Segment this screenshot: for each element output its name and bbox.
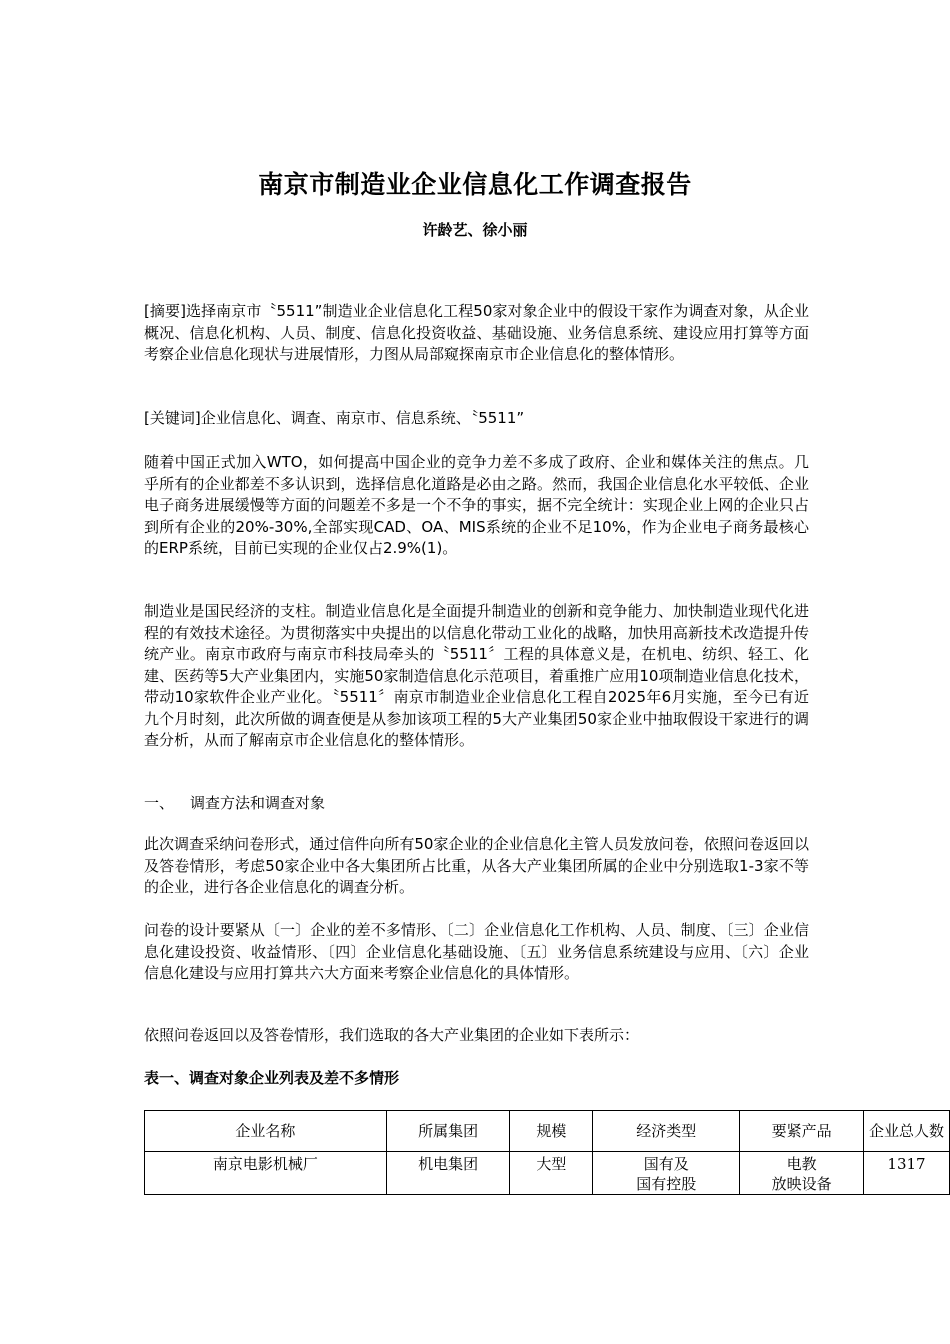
economy-type-cell [593, 1152, 740, 1195]
body-paragraph-2: 制造业是国民经济的支柱。制造业信息化是全面提升制造业的创新和竞争能力、加快制造业现代化进程的有效技术途径。为贯彻落实中央提出的以信息化带动工业化的战略，加快用高新技术改造提升传统产业。南京市政府与南京市科技局牵头的〝5511〞工程的具体意义是，在机电、纺织、轻工、化建、医药等5大产业集团内，实施50家制造信息化示范项目，着重推广应用10项制造业信息化技术，带动10家软件企业产业化。〝5511〞南京市制造业企业信息化工程自2025年6月实施，至今已有近九个月时刻，此次所做的调查便是从参加该项工程的5大产业集团50家企业中抽取假设干家进行的调查分析，从而了解南京市企业信息化的整体情形。 [144, 602, 809, 749]
document-authors: 许龄艺、徐小丽 [422, 221, 528, 239]
scale-cell: 大型 [510, 1152, 593, 1195]
table-row [145, 1152, 950, 1195]
table-header-cell: 要紧产品 [740, 1111, 864, 1152]
table-caption: 表一、调查对象企业列表及差不多情形 [144, 1069, 400, 1087]
table-header-row [145, 1111, 950, 1152]
group-cell: 机电集团 [386, 1152, 510, 1195]
body-paragraph-5: 依照问卷返回以及答卷情形，我们选取的各大产业集团的企业如下表所示： [144, 1026, 640, 1044]
employees-cell: 1317 [864, 1152, 950, 1195]
keywords-paragraph: [关键词]企业信息化、调查、南京市、信息系统、〝5511” [144, 409, 525, 427]
section-number: 一、 [144, 794, 175, 812]
body-paragraph-1: 随着中国正式加入WTO，如何提高中国企业的竞争力差不多成了政府、企业和媒体关注的焦点。几乎所有的企业都差不多认识到，选择信息化道路是必由之路。然而，我国企业信息化水平较低、企业电子商务进展缓慢等方面的问题差不多是一个不争的事实，据不完全统计：实现企业上网的企业只占到所有企业的20%-30%,全部实现CAD、OA、MIS系统的企业不足10%，作为企业电子商务最核心的ERP系统，目前已实现的企业仅占2.9%(1)。 [144, 453, 809, 557]
section-heading-1 [144, 793, 325, 815]
table-header-cell: 经济类型 [593, 1111, 740, 1152]
body-paragraph-4: 问卷的设计要紧从〔一〕企业的差不多情形、〔二〕企业信息化工作机构、人员、制度、〔三〕企业信息化建设投资、收益情形、〔四〕企业信息化基础设施、〔五〕业务信息系统建设与应用、〔六〕企业信息化建设与应用打算共六大方面来考察企业信息化的具体情形。 [144, 921, 809, 982]
product-line: 放映设备 [771, 1175, 832, 1193]
table-header-cell: 企业名称 [145, 1111, 387, 1152]
body-paragraph-3: 此次调查采纳问卷形式，通过信件向所有50家企业的企业信息化主管人员发放问卷，依照问卷返回以及答卷情形，考虑50家企业中各大集团所占比重，从各大产业集团所属的企业中分别选取1-3家不等的企业，进行各企业信息化的调查分析。 [144, 835, 809, 896]
company-name-cell: 南京电影机械厂 [145, 1152, 387, 1195]
product-line: 电教 [786, 1155, 817, 1173]
document-title: 南京市制造业企业信息化工作调查报告 [258, 170, 692, 199]
table-header-cell: 规模 [510, 1111, 593, 1152]
economy-type-line: 国有控股 [636, 1175, 697, 1193]
table-header-cell: 所属集团 [386, 1111, 510, 1152]
abstract-paragraph: [摘要]选择南京市〝5511”制造业企业信息化工程50家对象企业中的假设干家作为调查对象，从企业概况、信息化机构、人员、制度、信息化投资收益、基础设施、业务信息系统、建设应用打算等方面考察企业信息化现状与进展情形，力图从局部窥探南京市企业信息化的整体情形。 [144, 302, 809, 363]
product-cell [740, 1152, 864, 1195]
table-header-cell: 企业总人数 [864, 1111, 950, 1152]
company-table [144, 1110, 950, 1195]
section-title: 调查方法和调查对象 [190, 794, 326, 812]
economy-type-line: 国有及 [643, 1155, 689, 1173]
